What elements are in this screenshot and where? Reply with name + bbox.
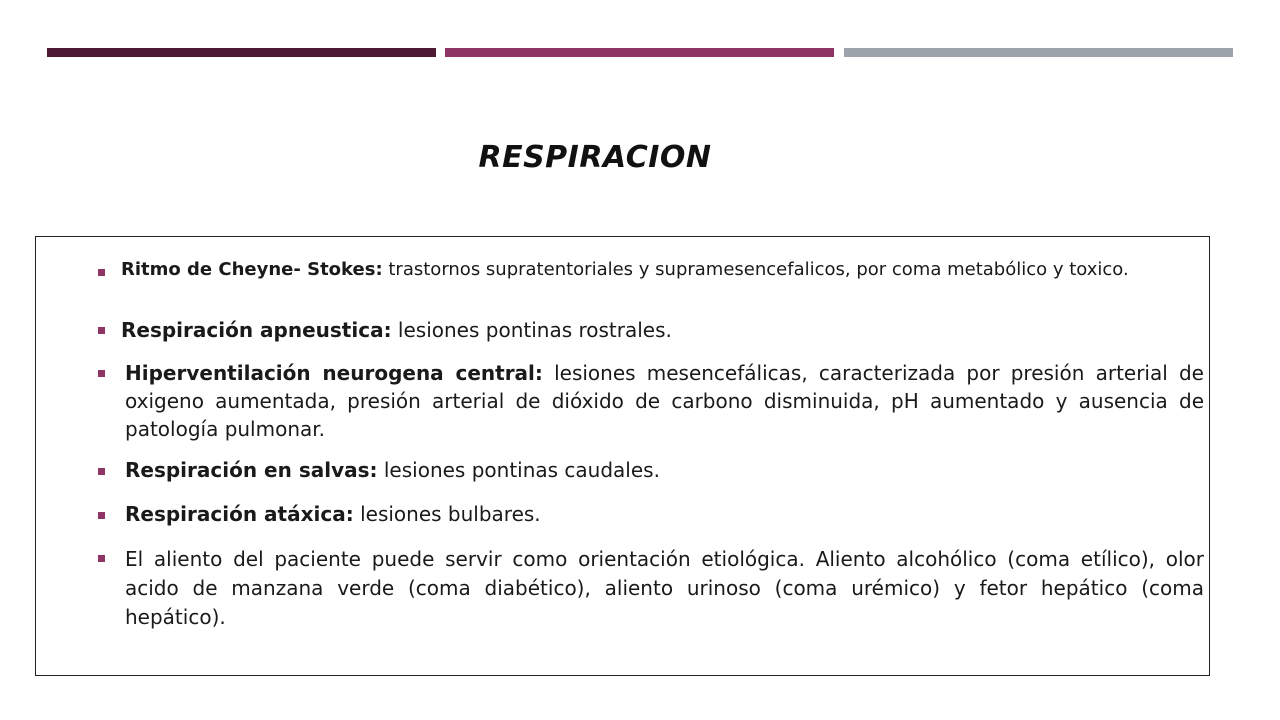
square-bullet-icon bbox=[98, 327, 105, 334]
bullet-description: El aliento del paciente puede servir como orientación etiológica. Aliento alcohólico (coma etílico), olor acido de manzana verde (coma diabético), aliento urinoso (coma urémico) y fetor hepático (coma hepático). bbox=[125, 547, 1204, 629]
bullet-text bbox=[125, 501, 1204, 527]
bullet-label: Respiración en salvas: bbox=[125, 458, 378, 482]
bullet-text bbox=[125, 545, 1204, 632]
bullet-label: Respiración atáxica: bbox=[125, 502, 354, 526]
slide-title: RESPIRACION bbox=[478, 140, 712, 175]
bullet-description: lesiones mesencefálicas, caracterizada por presión arterial de oxigeno aumentada, presión arterial de dióxido de carbono disminuida, pH aumentado y ausencia de patología pulmonar. bbox=[125, 361, 1204, 441]
accent-bar-magenta bbox=[445, 48, 834, 57]
content-box bbox=[35, 236, 1210, 676]
square-bullet-icon bbox=[98, 370, 105, 377]
bullet-label: Hiperventilación neurogena central: bbox=[125, 361, 543, 385]
square-bullet-icon bbox=[98, 555, 105, 562]
square-bullet-icon bbox=[98, 468, 105, 475]
bullet-text bbox=[125, 457, 1204, 483]
bullet-label: Ritmo de Cheyne- Stokes: bbox=[121, 259, 383, 280]
bullet-description: lesiones bulbares. bbox=[353, 502, 541, 526]
bullet-description: lesiones pontinas caudales. bbox=[377, 458, 660, 482]
bullet-text bbox=[121, 259, 1204, 280]
accent-bar-dark bbox=[47, 48, 436, 57]
square-bullet-icon bbox=[98, 269, 105, 276]
bullet-description: lesiones pontinas rostrales. bbox=[391, 318, 672, 342]
accent-bar-gray bbox=[844, 48, 1233, 57]
square-bullet-icon bbox=[98, 512, 105, 519]
bullet-label: Respiración apneustica: bbox=[121, 318, 392, 342]
bullet-description: trastornos supratentoriales y supramesencefalicos, por coma metabólico y toxico. bbox=[382, 259, 1129, 280]
bullet-text bbox=[121, 317, 1204, 343]
bullet-text bbox=[125, 359, 1204, 443]
